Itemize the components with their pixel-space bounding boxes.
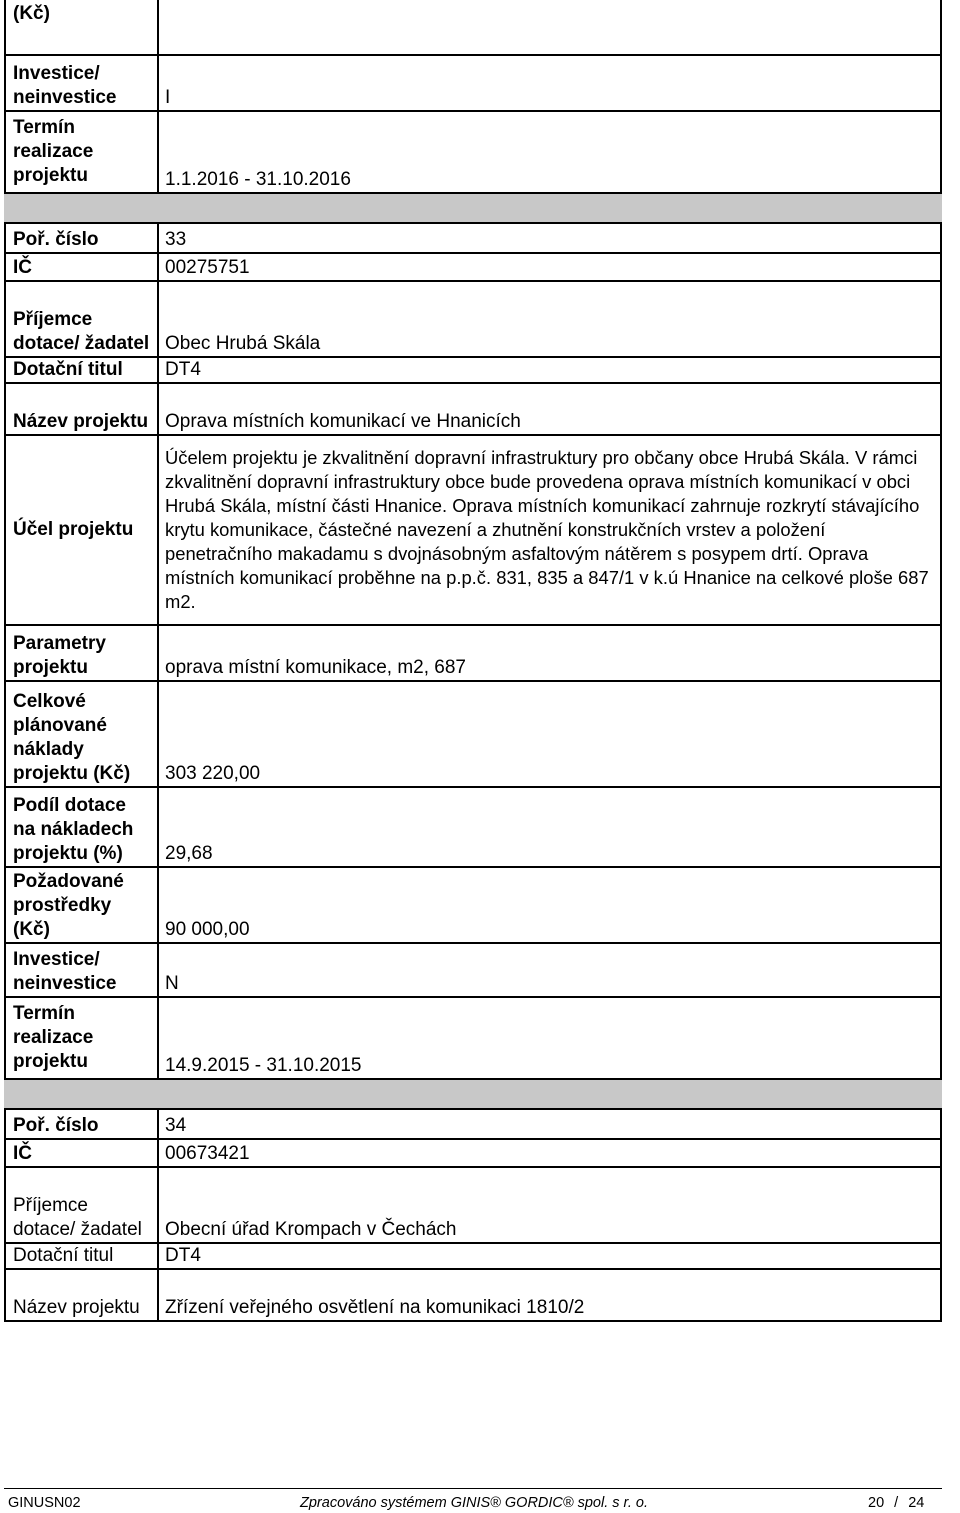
table-row [5, 0, 941, 55]
nazev-value: Oprava místních komunikací ve Hnanicích [158, 383, 941, 435]
parametry-value: oprava místní komunikace, m2, 687 [158, 625, 941, 681]
table-row [5, 997, 941, 1079]
por-cislo-value: 34 [158, 1109, 941, 1139]
investice-value: I [158, 55, 941, 111]
pozadovane-label: Požadované prostředky (Kč) [5, 867, 158, 943]
ucel-value: Účelem projektu je zkvalitnění dopravní infrastruktury pro občany obce Hrubá Skála. V rámci zkvalitnění dopravní infrastruktury obce bude provedena oprava místních komunikací v obci Hrubá Skála, místní části Hnanice. Oprava místních komunikací zahrnuje rozkrytí stávajícího krytu komunikace, částečné navezení a zhutnění konstrukčních vrstev a položení penetračního makadamu s dvojnásobným asfaltovým nátěrem s posypem drtí. Oprava místních komunikací proběhne na p.p.č. 831, 835 a 847/1 v k.ú Hnanice na celkové ploše 687 m2. [158, 435, 941, 625]
page-separator: / [894, 1495, 899, 1511]
table-row [5, 1109, 941, 1139]
table-row [5, 1167, 941, 1243]
record-separator [5, 1079, 941, 1109]
footer-generator: Zpracováno systémem GINIS® GORDIC® spol. s r. o. [300, 1495, 648, 1511]
current-page: 20 [868, 1495, 885, 1511]
dotacni-titul-label: Dotační titul [5, 357, 158, 383]
table-row [5, 1269, 941, 1321]
footer-page-number [868, 1494, 924, 1512]
nazev-label: Název projektu [5, 383, 158, 435]
podil-label: Podíl dotace na nákladech projektu (%) [5, 787, 158, 867]
prijemce-label: Příjemce dotace/ žadatel [5, 1167, 158, 1243]
table-row [5, 111, 941, 193]
table-row [5, 435, 941, 625]
ic-label: IČ [5, 1139, 158, 1167]
prijemce-value: Obecní úřad Krompach v Čechách [158, 1167, 941, 1243]
record-prev-table [4, 0, 942, 224]
total-pages: 24 [908, 1495, 925, 1511]
podil-value: 29,68 [158, 787, 941, 867]
table-row [5, 943, 941, 997]
record-33-table [4, 222, 942, 1110]
investice-label: Investice/ neinvestice [5, 55, 158, 111]
record-34-table [4, 1108, 942, 1322]
table-row [5, 625, 941, 681]
nazev-label: Název projektu [5, 1269, 158, 1321]
table-row [5, 1139, 941, 1167]
kc-value [158, 0, 941, 55]
record-separator [5, 193, 941, 223]
investice-label: Investice/ neinvestice [5, 943, 158, 997]
kc-label: (Kč) [5, 0, 158, 55]
footer-report-code: GINUSN02 [8, 1495, 81, 1511]
table-row [5, 1243, 941, 1269]
por-cislo-value: 33 [158, 223, 941, 253]
ic-label: IČ [5, 253, 158, 281]
prijemce-value: Obec Hrubá Skála [158, 281, 941, 357]
termin-label: Termín realizace projektu [5, 997, 158, 1079]
ic-value: 00673421 [158, 1139, 941, 1167]
table-row [5, 223, 941, 253]
parametry-label: Parametry projektu [5, 625, 158, 681]
dotacni-titul-label: Dotační titul [5, 1243, 158, 1269]
dotacni-titul-value: DT4 [158, 357, 941, 383]
termin-label: Termín realizace projektu [5, 111, 158, 193]
table-row [5, 55, 941, 111]
table-row [5, 787, 941, 867]
pozadovane-value: 90 000,00 [158, 867, 941, 943]
table-row [5, 253, 941, 281]
naklady-value: 303 220,00 [158, 681, 941, 787]
por-cislo-label: Poř. číslo [5, 1109, 158, 1139]
investice-value: N [158, 943, 941, 997]
dotacni-titul-value: DT4 [158, 1243, 941, 1269]
table-row [5, 681, 941, 787]
table-row [5, 383, 941, 435]
footer-divider [4, 1488, 942, 1489]
por-cislo-label: Poř. číslo [5, 223, 158, 253]
ic-value: 00275751 [158, 253, 941, 281]
table-row [5, 357, 941, 383]
termin-value: 14.9.2015 - 31.10.2015 [158, 997, 941, 1079]
table-row [5, 867, 941, 943]
prijemce-label: Příjemce dotace/ žadatel [5, 281, 158, 357]
ucel-label: Účel projektu [5, 435, 158, 625]
table-row [5, 281, 941, 357]
nazev-value: Zřízení veřejného osvětlení na komunikaci 1810/2 [158, 1269, 941, 1321]
naklady-label: Celkové plánované náklady projektu (Kč) [5, 681, 158, 787]
termin-value: 1.1.2016 - 31.10.2016 [158, 111, 941, 193]
